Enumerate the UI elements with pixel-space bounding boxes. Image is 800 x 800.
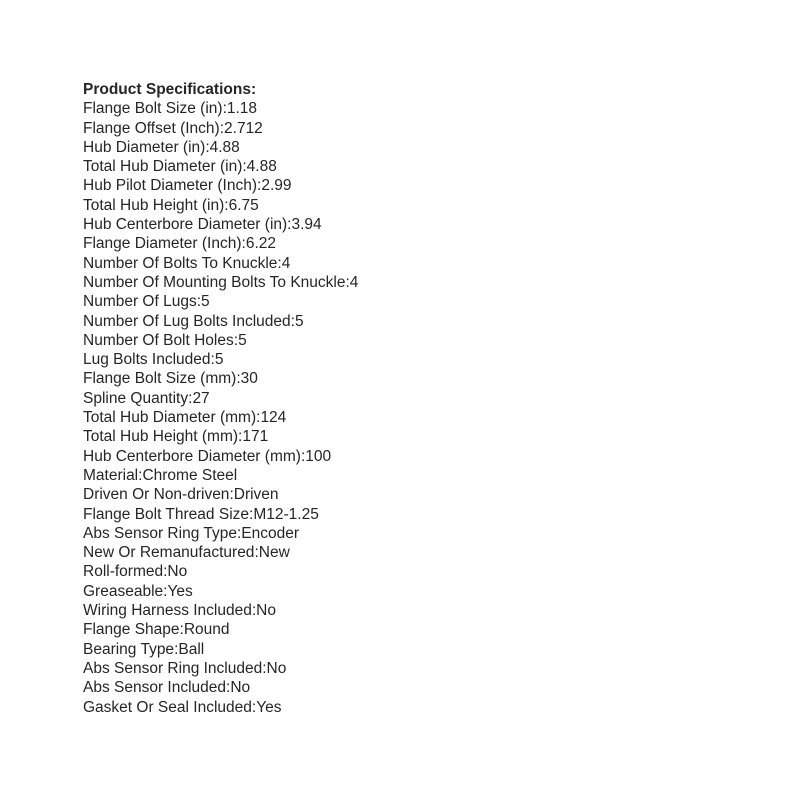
spec-label: Roll-formed bbox=[83, 563, 164, 581]
spec-label: Hub Centerbore Diameter (in) bbox=[83, 216, 288, 234]
spec-row bbox=[83, 234, 358, 253]
spec-label: Lug Bolts Included bbox=[83, 351, 211, 369]
spec-colon: : bbox=[257, 177, 262, 195]
spec-label: Number Of Mounting Bolts To Knuckle bbox=[83, 273, 346, 291]
spec-row bbox=[83, 138, 358, 157]
spec-colon: : bbox=[163, 563, 168, 581]
spec-value: 4.88 bbox=[209, 138, 240, 156]
spec-row bbox=[83, 215, 358, 234]
spec-colon: : bbox=[236, 524, 242, 542]
spec-value: 2.99 bbox=[261, 177, 292, 195]
spec-colon: : bbox=[256, 409, 261, 427]
spec-row bbox=[83, 119, 358, 138]
spec-colon: : bbox=[229, 486, 234, 504]
spec-colon: : bbox=[236, 370, 241, 388]
spec-label: Flange Offset (Inch) bbox=[83, 119, 220, 137]
spec-row bbox=[83, 157, 358, 176]
spec-label: New Or Remanufactured bbox=[83, 544, 255, 562]
spec-row bbox=[83, 447, 358, 466]
spec-value: 1.18 bbox=[226, 100, 258, 118]
spec-label: Spline Quantity bbox=[83, 389, 189, 407]
spec-row bbox=[83, 350, 358, 369]
spec-value: 124 bbox=[260, 409, 287, 427]
spec-row bbox=[83, 466, 358, 485]
spec-label: Flange Bolt Size (mm) bbox=[83, 370, 237, 388]
spec-label: Total Hub Height (in) bbox=[83, 196, 225, 214]
spec-row bbox=[83, 698, 358, 717]
spec-value: M12-1.25 bbox=[253, 505, 319, 523]
spec-label: Hub Diameter (in) bbox=[83, 138, 206, 156]
spec-value: No bbox=[167, 563, 188, 581]
spec-colon: : bbox=[138, 466, 143, 484]
spec-row bbox=[83, 678, 358, 697]
spec-label: Flange Bolt Size (in) bbox=[83, 100, 223, 118]
spec-label: Abs Sensor Ring Included bbox=[83, 659, 263, 677]
spec-value: 5 bbox=[238, 331, 247, 349]
spec-colon: : bbox=[345, 273, 350, 291]
spec-row bbox=[83, 196, 358, 215]
spec-row bbox=[83, 99, 358, 118]
spec-value: 100 bbox=[305, 447, 332, 465]
spec-value: Ball bbox=[178, 640, 205, 658]
spec-colon: : bbox=[254, 544, 259, 562]
spec-colon: : bbox=[196, 293, 202, 311]
spec-list-title: Product Specifications: bbox=[83, 81, 257, 98]
spec-label: Hub Centerbore Diameter (mm) bbox=[83, 447, 301, 465]
spec-colon: : bbox=[249, 505, 254, 523]
spec-value: 5 bbox=[214, 351, 224, 369]
spec-value: No bbox=[256, 602, 276, 620]
spec-list bbox=[83, 99, 358, 717]
spec-value: Driven bbox=[233, 486, 279, 504]
spec-value: 30 bbox=[240, 370, 258, 388]
spec-colon: : bbox=[222, 100, 227, 118]
spec-row bbox=[83, 389, 358, 408]
spec-value: Encoder bbox=[241, 524, 299, 542]
spec-colon: : bbox=[219, 119, 225, 137]
spec-value: Yes bbox=[167, 582, 193, 600]
spec-label: Number Of Lug Bolts Included bbox=[83, 312, 291, 330]
spec-label: Total Hub Height (mm) bbox=[83, 428, 239, 446]
spec-row bbox=[83, 331, 358, 350]
spec-label: Abs Sensor Included bbox=[83, 679, 227, 697]
spec-colon: : bbox=[262, 659, 267, 677]
spec-value: 27 bbox=[192, 389, 210, 407]
spec-row bbox=[83, 485, 358, 504]
spec-value: 3.94 bbox=[291, 216, 322, 234]
spec-row bbox=[83, 273, 358, 292]
spec-row bbox=[83, 659, 358, 678]
spec-value: Yes bbox=[256, 698, 282, 716]
spec-label: Driven Or Non-driven bbox=[83, 486, 230, 504]
spec-colon: : bbox=[174, 640, 179, 658]
spec-row bbox=[83, 562, 358, 581]
spec-colon: : bbox=[224, 196, 229, 214]
spec-value: No bbox=[230, 679, 251, 697]
spec-value: 4 bbox=[349, 273, 359, 291]
spec-value: 5 bbox=[201, 293, 210, 311]
spec-colon: : bbox=[287, 216, 292, 234]
spec-colon: : bbox=[251, 602, 257, 620]
spec-label: Greaseable bbox=[83, 582, 164, 600]
spec-label: Material bbox=[83, 466, 139, 484]
spec-colon: : bbox=[242, 158, 247, 176]
spec-label: Total Hub Diameter (in) bbox=[83, 158, 243, 176]
spec-label: Bearing Type bbox=[83, 640, 175, 658]
spec-value: 171 bbox=[242, 428, 269, 446]
spec-colon: : bbox=[290, 312, 295, 330]
spec-label: Abs Sensor Ring Type bbox=[83, 524, 237, 542]
spec-row bbox=[83, 620, 358, 639]
spec-label: Flange Diameter (Inch) bbox=[83, 235, 242, 253]
spec-row bbox=[83, 369, 358, 388]
spec-label: Number Of Bolts To Knuckle bbox=[83, 254, 278, 272]
spec-row bbox=[83, 524, 358, 543]
spec-label: Hub Pilot Diameter (Inch) bbox=[83, 177, 258, 195]
spec-row bbox=[83, 176, 358, 195]
spec-label: Number Of Lugs bbox=[83, 293, 197, 311]
spec-label: Number Of Bolt Holes bbox=[83, 331, 234, 349]
spec-row bbox=[83, 427, 358, 446]
spec-row bbox=[83, 408, 358, 427]
spec-colon: : bbox=[277, 254, 282, 272]
spec-value: 6.75 bbox=[228, 196, 259, 214]
spec-row bbox=[83, 582, 358, 601]
spec-row bbox=[83, 505, 358, 524]
spec-row bbox=[83, 292, 358, 311]
spec-colon: : bbox=[226, 679, 231, 697]
spec-label: Flange Shape bbox=[83, 621, 180, 639]
spec-colon: : bbox=[300, 447, 306, 465]
spec-label: Total Hub Diameter (mm) bbox=[83, 409, 257, 427]
spec-colon: : bbox=[163, 582, 168, 600]
spec-colon: : bbox=[241, 235, 246, 253]
spec-value: 2.712 bbox=[224, 119, 263, 137]
spec-value: No bbox=[266, 659, 287, 677]
spec-row bbox=[83, 254, 358, 273]
spec-colon: : bbox=[179, 621, 184, 639]
spec-colon: : bbox=[205, 138, 210, 156]
spec-colon: : bbox=[251, 698, 257, 716]
spec-value: New bbox=[258, 544, 290, 562]
product-specifications bbox=[83, 80, 358, 717]
spec-row bbox=[83, 640, 358, 659]
spec-colon: : bbox=[238, 428, 243, 446]
spec-label: Gasket Or Seal Included bbox=[83, 698, 252, 716]
spec-value: Round bbox=[183, 621, 230, 639]
spec-row bbox=[83, 543, 358, 562]
spec-value: 5 bbox=[294, 312, 304, 330]
spec-colon: : bbox=[233, 331, 239, 349]
spec-value: 4.88 bbox=[246, 158, 277, 176]
spec-row bbox=[83, 601, 358, 620]
spec-row bbox=[83, 312, 358, 331]
spec-colon: : bbox=[188, 389, 193, 407]
spec-label: Wiring Harness Included bbox=[83, 602, 252, 620]
spec-label: Flange Bolt Thread Size bbox=[83, 505, 250, 523]
spec-colon: : bbox=[210, 351, 215, 369]
spec-value: 4 bbox=[281, 254, 291, 272]
spec-value: 6.22 bbox=[245, 235, 276, 253]
spec-value: Chrome Steel bbox=[142, 466, 238, 484]
